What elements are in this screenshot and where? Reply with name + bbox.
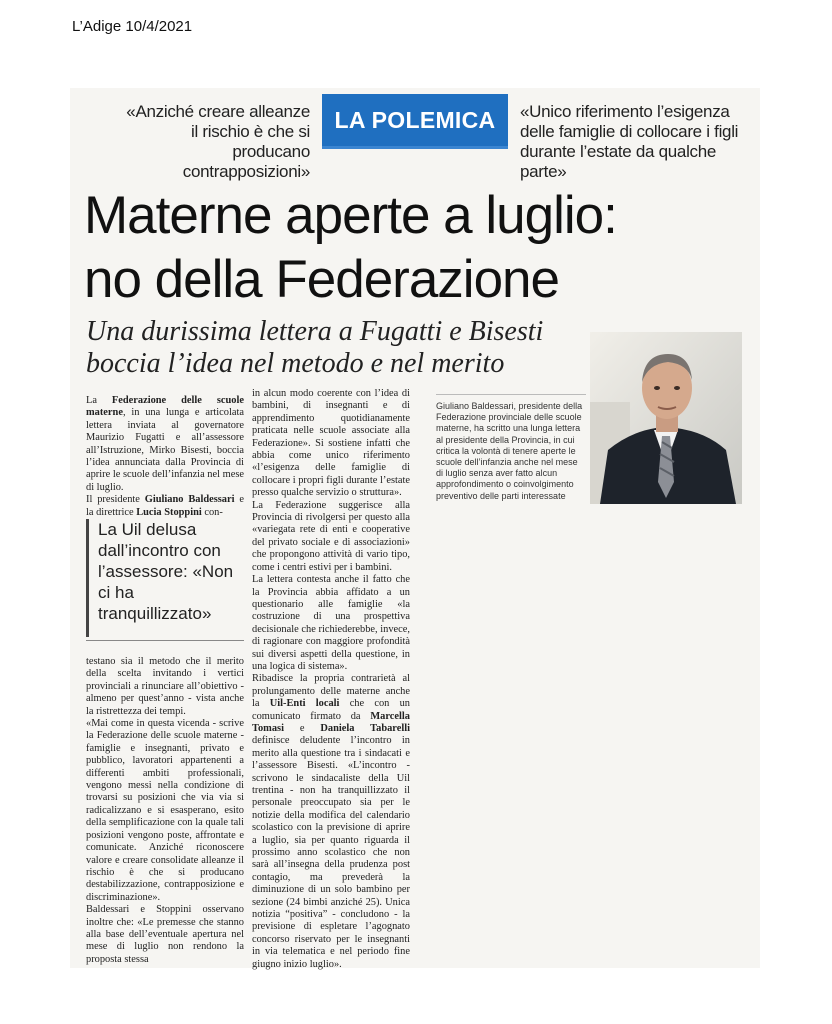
paragraph: La Federazione delle scuole materne, in una lunga e articolata lettera inviata al governatore Maurizio Fugatti e all’assessore all’Istruzione, Mirko Bisesti, boccia l’idea annunciata dalla Provincia di aprire le scuole dell’infanzia nel mese di luglio. [86, 395, 244, 493]
sidebar-text: La Uil delusa dall’incontro con l’assessore: «Non ci ha tranquillizzato» [98, 520, 234, 623]
article-column-1-top [86, 395, 244, 519]
paragraph: Baldessari e Stoppini osservano inoltre che: «Le premesse che stanno alla base dell’eventuale apertura nel mese di luglio non rendono la proposta stessa [86, 904, 244, 965]
paragraph: «Mai come in questa vicenda - scrive la Federazione delle scuole materne - famiglie e insegnanti, privato e pubblico, lavoratori appartenenti a differenti ambiti professionali, vengono messi nella condizione di trovarsi su posizioni che via via si radicalizzano e si esasperano, esito della semplificazione con la quale tali posizioni vengono poste, affrontate e comunicate. Anziché riconoscere valore e creare consolidate alleanze il rischio è che si producano destabilizzazione, contrapposizione e discriminazione». [86, 718, 244, 903]
paragraph: La Federazione suggerisce alla Provincia di rivolgersi per questo alla «variegata rete di enti e cooperative del privato sociale e di associazioni» che propongono attività di vario tipo, come i centri estivi per i bambini. [252, 499, 410, 573]
paragraph: testano sia il metodo che il merito della scelta invitando i vertici provinciali a rinunciare all’obiettivo - almeno per quest’anno - vista anche la ristrettezza dei tempi. [86, 656, 244, 717]
caption-rule [436, 394, 586, 395]
paragraph: Il presidente Giuliano Baldessari e la direttrice Lucia Stoppini con- [86, 494, 244, 518]
pull-quote-right: «Unico riferimento l’esigenza delle famiglie di collocare i figli durante l’estate da qualche parte» [520, 102, 739, 181]
subheadline: Una durissima lettera a Fugatti e Bisesti boccia l’idea nel metodo e nel merito [86, 316, 544, 379]
portrait-photo [590, 332, 742, 504]
section-badge: LA POLEMICA [322, 94, 508, 146]
paragraph: La lettera contesta anche il fatto che la Provincia abbia affidato a un questionario alle famiglie «la costruzione di una prospettiva decisionale che richiederebbe, invece, di ragionare con maggiore profondità sui diversi aspetti della questione, in una logica di sistema». [252, 574, 410, 672]
portrait-illustration [590, 332, 742, 504]
headline-line-2: no della Federazione [84, 250, 560, 309]
article-column-1-bottom [86, 656, 244, 966]
paragraph: in alcun modo coerente con l’idea di bambini, di insegnanti e di apprendimento quotidianamente praticata nelle scuole associate alla Federazione». Si sostiene infatti che abbia come unico riferimento «l’esigenza delle famiglie di collocare i propri figli durante l’estate presso qualche servizio o struttura». [252, 388, 410, 499]
sidebar-rule [86, 519, 89, 637]
pull-quote-left: «Anziché creare alleanze il rischio è che si producano contrapposizioni» [126, 102, 310, 181]
sidebar-box [86, 519, 248, 624]
paragraph: Ribadisce la propria contrarietà al prolungamento delle materne anche la Uil-Enti locali che con un comunicato firmato da Marcella Tomasi e Daniela Tabarelli definisce deludente l’incontro in merito alla questione tra i sindacati e l’assessore Bisesti. «L’incontro - scrivono le sindacaliste della Uil trentina - non ha tranquillizzato il personale preoccupato sia per le notizie della modifica del calendario scolastico con la previsione di aprire a luglio, sia per quanto riguarda il prossimo anno scolastico che non sarà all’insegna della prudenza post contagio, ma prevederà la diminuzione di un solo bambino per sezione (24 bimbi anziché 25). Unica notizia “positiva” - concludono - la previsione di espletare l’agognato concorso riservato per le insegnanti in via telematica e nel periodo fine giugno inizio luglio». [252, 673, 410, 970]
source-date-label: L’Adige 10/4/2021 [72, 18, 193, 35]
divider [86, 640, 244, 641]
photo-caption: Giuliano Baldessari, presidente della Federazione provinciale delle scuole materne, ha scritto una lunga lettera al presidente della Provincia, in cui critica la volontà di tenere aperte le scuole dell’infanzia anche nel mese di luglio senza aver fatto alcun approfondimento o coinvolgimento preventivo delle parti interessate [436, 401, 583, 501]
article-column-2 [252, 388, 410, 971]
headline-line-1: Materne aperte a luglio: [84, 186, 617, 245]
headline [84, 184, 764, 312]
